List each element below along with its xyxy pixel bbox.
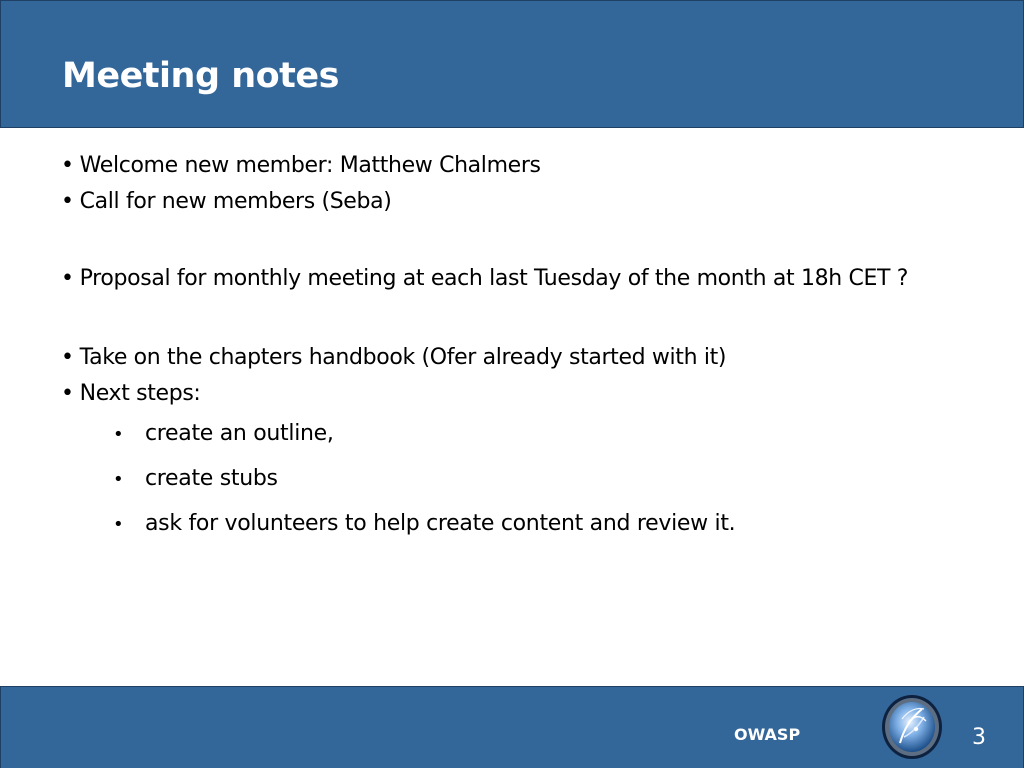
footer-band bbox=[0, 686, 1024, 768]
bullet-text: Take on the chapters handbook (Ofer already started with it) bbox=[79, 345, 727, 370]
sub-bullet-text: ask for volunteers to help create content and review it. bbox=[145, 511, 736, 536]
owasp-wasp-logo-icon bbox=[880, 693, 944, 761]
sub-bullet-item bbox=[61, 412, 961, 457]
bullet-dot-icon: • bbox=[61, 153, 74, 178]
bullet-item bbox=[61, 148, 961, 184]
bullet-dot-icon: • bbox=[113, 514, 124, 535]
footer-brand: OWASP bbox=[734, 725, 801, 744]
bullet-dot-icon: • bbox=[61, 189, 74, 214]
sub-bullet-item bbox=[61, 457, 961, 502]
bullet-text: Call for new members (Seba) bbox=[79, 189, 392, 214]
bullet-item bbox=[61, 340, 961, 376]
sub-bullet-text: create an outline, bbox=[145, 421, 334, 446]
sub-bullet-item bbox=[61, 502, 961, 547]
bullet-dot-icon: • bbox=[113, 469, 124, 490]
bullet-text: Proposal for monthly meeting at each last Tuesday of the month at 18h CET ? bbox=[79, 266, 909, 291]
sub-bullet-text: create stubs bbox=[145, 466, 278, 491]
slide-title: Meeting notes bbox=[62, 56, 339, 96]
bullet-dot-icon: • bbox=[61, 345, 74, 370]
bullet-dot-icon: • bbox=[61, 266, 74, 291]
bullet-text: Welcome new member: Matthew Chalmers bbox=[79, 153, 541, 178]
bullet-dot-icon: • bbox=[61, 381, 74, 406]
bullet-item bbox=[61, 262, 941, 296]
slide-content bbox=[61, 148, 961, 547]
bullet-item bbox=[61, 376, 961, 412]
bullet-text: Next steps: bbox=[79, 381, 201, 406]
bullet-item bbox=[61, 184, 961, 220]
bullet-dot-icon: • bbox=[113, 424, 124, 445]
page-number: 3 bbox=[972, 725, 986, 750]
